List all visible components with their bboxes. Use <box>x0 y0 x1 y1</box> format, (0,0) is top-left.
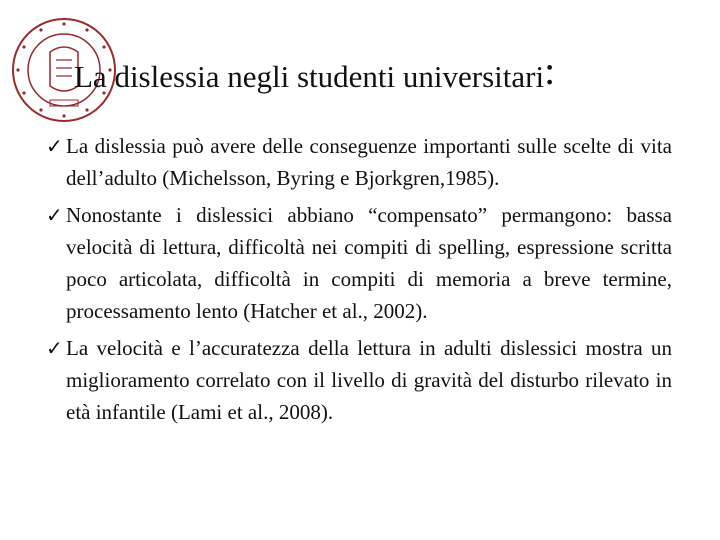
bullet-item-3 <box>46 332 672 428</box>
bullet-item-2 <box>46 199 672 327</box>
bullet-item-1 <box>46 130 672 194</box>
bullet-list <box>46 130 672 433</box>
checkmark-icon: ✓ <box>46 134 63 158</box>
slide-title-text: La dislessia negli studenti universitari <box>74 59 545 94</box>
bullet-text-1: La dislessia può avere delle conseguenze importanti sulle scelte di vita dell’adulto (Michelsson, Byring e Bjorkgren,1985). <box>66 134 672 190</box>
bullet-text-3: La velocità e l’accuratezza della lettura in adulti dislessici mostra un miglioramento correlato con il livello di gravità del disturbo rilevato in età infantile (Lami et al., 2008). <box>66 336 672 424</box>
bullet-text-2: Nonostante i dislessici abbiano “compensato” permangono: bassa velocità di lettura, difficoltà nei compiti di spelling, espressione scritta poco articolata, difficoltà in compiti di memoria a breve termine, processamento lento (Hatcher et al., 2002). <box>66 203 672 323</box>
checkmark-icon: ✓ <box>46 336 63 360</box>
title-colon: : <box>544 48 556 93</box>
slide-title <box>74 50 555 97</box>
checkmark-icon: ✓ <box>46 203 63 227</box>
